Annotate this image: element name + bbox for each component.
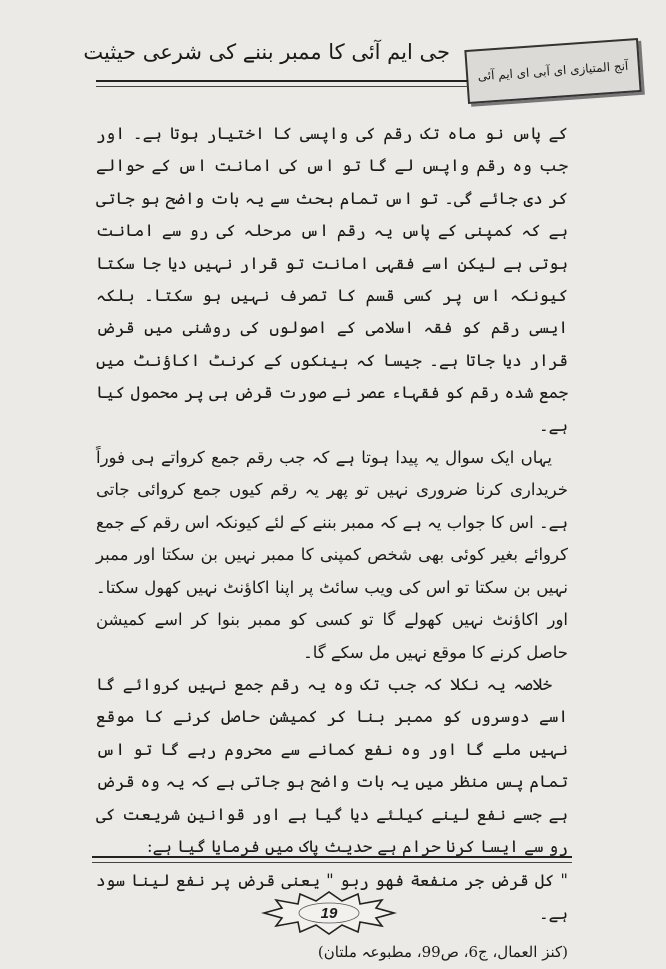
paragraph-3: خلاصہ یہ نکلا کہ جب تک وہ یہ رقم جمع نہیں کروائے گا اسے دوسروں کو ممبر بنا کر کمیشن حاصل کرنے کا موقع نہیں ملے گا اور وہ نفع کمانے سے محروم رہے گا تو اس تمام پس منظر میں یہ بات واضح ہو جاتی ہے کہ یہ وہ قرض ہے جسے نفع لینے کیلئے دیا گیا ہے اور قوانین شریعت کی رو سے ایسا کرنا حرام ہے حدیث پاک میں فرمایا گیا ہے: [96,674,568,856]
page-number: 19 [320,904,338,922]
page-number-badge [254,888,404,938]
paragraph-2: یہاں ایک سوال یہ پیدا ہوتا ہے کہ جب رقم جمع کرواتے ہی فوراً خریداری کرنا ضروری نہیں تو پھر یہ رقم کیوں جمع کروائی جاتی ہے۔ اس کا جواب یہ ہے کہ ممبر بننے کے لئے کیونکہ اس رقم کے جمع کروائے بغیر کوئی بھی شخص کمپنی کا ممبر نہیں بن سکتا اور ممبر نہیں بن سکتا تو اس کی ویب سائٹ پر اپنا اکاؤنٹ نہیں کھول سکتا۔ اور اکاؤنٹ نہیں کھولے گا تو کسی کو ممبر بنوا کر اسے کمیشن حاصل کرنے کا موقع نہیں مل سکے گا۔ [96,448,568,662]
reference-citation: (کنز العمال، ج6، ص99، مطبوعہ ملتان) [317,943,568,962]
footer-rule [92,856,572,858]
chapter-box-label: آنج المتیازی ای آبی ای ایم آئی [477,58,629,84]
chapter-box [464,38,641,104]
header-rule [96,80,468,82]
header-rule-thin [96,86,468,87]
paragraph-1: کے پاس نو ماہ تک رقم کی واپسی کا اختیار ہوتا ہے۔ اور جب وہ رقم واپس لے گا تو اس کی امانت اس کے حوالے کر دی جائے گی۔ تو اس تمام بحث سے یہ بات واضح ہو جاتی ہے کہ کمپنی کے پاس یہ رقم اس مرحلہ کی رو سے امانت ہوتی ہے لیکن اسے فقہی امانت تو قرار نہیں دیا جا سکتا کیونکہ اس پر کسی قسم کا تصرف نہیں ہو سکتا۔ بلکہ ایسی رقم کو فقہ اسلامی کے اصولوں کی روشنی میں قرض قرار دیا جاتا ہے۔ جیسا کہ بینکوں کے کرنٹ اکاؤنٹ میں جمع شدہ رقم کو فقہاء عصر نے صورت قرض ہی پر محمول کیا ہے۔ [96,124,568,435]
page-body [96,118,568,969]
footer-rule-thin [92,862,572,863]
hadith-quote: " کل قرض جر منفعة فهو ربو " یعنی قرض پر نفع لینا سود ہے۔ [96,871,568,923]
page-header-title: جی ایم آئی کا ممبر بننے کی شرعی حیثیت [83,40,450,64]
